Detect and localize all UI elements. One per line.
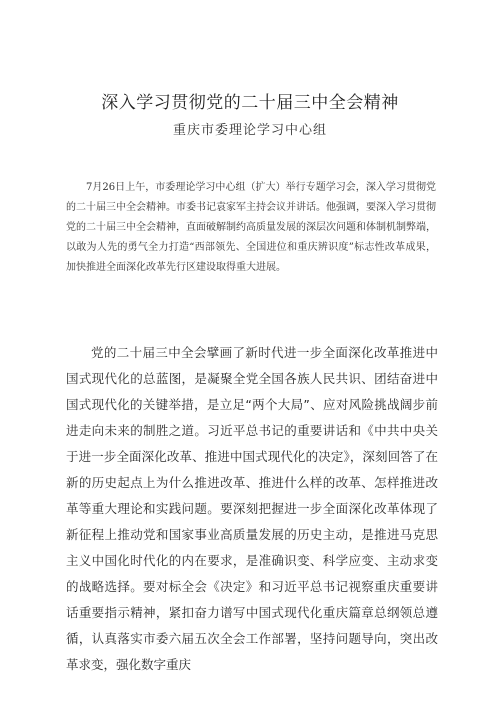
body-paragraph: 党的二十届三中全会擘画了新时代进一步全面深化改革推进中国式现代化的总蓝图，是凝聚全党全国各族人民共识、团结奋进中国式现代化的关键举措，是立足“两个大局”、应对风险挑战阔步前进走向未来的制胜之道。习近平总书记的重要讲话和《中共中央关于进一步全面深化改革、推进中国式现代化的决定》，深刻回答了在新的历史起点上为什么推进改革、推进什么样的改革、怎样推进改革等重大理论和实践问题。要深刻把握进一步全面深化改革体现了新征程上推动党和国家事业高质量发展的历史主动，是推进马克思主义中国化时代化的内在要求，是准确识变、科学应变、主动求变的战略选择。要对标全会《决定》和习近平总书记视察重庆重要讲话重要指示精神，紧扣奋力谱写中国式现代化重庆篇章总纲领总遵循，认真落实市委六届五次全会工作部署，坚持问题导向，突出改革求变，强化数字重庆 [66, 345, 438, 672]
document-title: 深入学习贯彻党的二十届三中全会精神 [101, 93, 399, 113]
document-subtitle: 重庆市委理论学习中心组 [172, 123, 327, 138]
lead-paragraph: 7月26日上午，市委理论学习中心组（扩大）举行专题学习会，深入学习贯彻党的二十届三中全会精神。市委书记袁家军主持会议并讲话。他强调，要深入学习贯彻党的二十届三中全会精神，直面破解制约高质量发展的深层次问题和体制机制弊端，以敢为人先的勇气全力打造“西部领先、全国进位和重庆辨识度”标志性改革成果，加快推进全面深化改革先行区建设取得重大进展。 [66, 182, 436, 273]
